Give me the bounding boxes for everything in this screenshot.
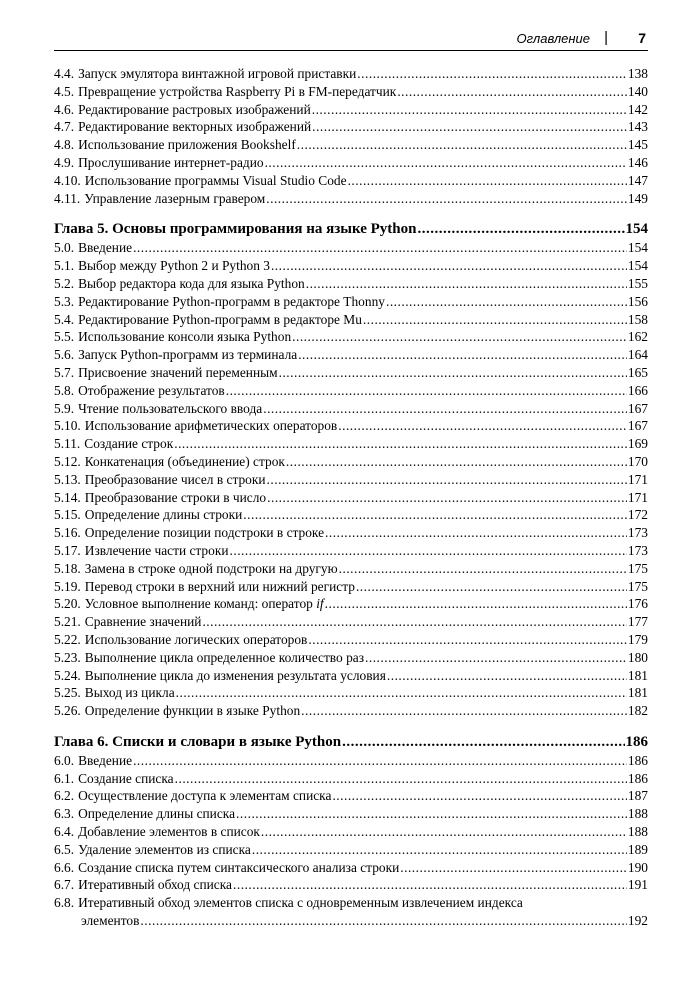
entry-number: 4.8. <box>54 137 75 153</box>
toc-entry[interactable] <box>54 876 648 894</box>
chapter-page: 154 <box>625 221 648 238</box>
table-of-contents <box>54 65 648 930</box>
entry-number: 6.0. <box>54 752 75 768</box>
entry-title: Замена в строке одной подстроки на другую <box>84 560 338 576</box>
dot-leader <box>298 346 627 364</box>
entry-number: 5.5. <box>54 329 75 345</box>
toc-entry[interactable] <box>54 770 648 788</box>
entry-page: 154 <box>627 240 648 256</box>
dot-leader <box>174 435 627 453</box>
toc-entry[interactable] <box>54 346 648 364</box>
entry-page: 169 <box>627 436 648 452</box>
toc-section-chapter4 <box>54 65 648 207</box>
toc-entry[interactable] <box>54 136 648 154</box>
toc-entry[interactable] <box>54 239 648 257</box>
toc-entry[interactable] <box>54 101 648 119</box>
entry-page: 181 <box>627 667 648 683</box>
entry-page: 143 <box>627 119 648 135</box>
entry-title: Сравнение значений <box>84 614 202 630</box>
dot-leader <box>387 667 627 685</box>
entry-page: 179 <box>627 631 648 647</box>
toc-entry[interactable] <box>54 805 648 823</box>
dot-leader <box>417 219 624 239</box>
entry-title: Присвоение значений переменным <box>78 364 278 380</box>
entry-page: 187 <box>627 788 648 804</box>
entry-title: Конкатенация (объединение) строк <box>84 453 285 469</box>
toc-entry[interactable] <box>54 275 648 293</box>
dot-leader <box>133 239 627 257</box>
toc-entry[interactable] <box>54 667 648 685</box>
dot-leader <box>266 190 627 208</box>
toc-section-chapter6 <box>54 752 648 894</box>
dot-leader <box>292 328 627 346</box>
toc-entry[interactable] <box>54 560 648 578</box>
entry-title: Создание списка путем синтаксического анализа строки <box>78 859 400 875</box>
toc-section-chapter5 <box>54 239 648 720</box>
entry-page: 164 <box>627 347 648 363</box>
entry-page: 180 <box>627 649 648 665</box>
toc-entry[interactable] <box>54 613 648 631</box>
entry-number: 5.3. <box>54 293 75 309</box>
entry-title: Определение длины списка <box>78 806 236 822</box>
entry-title: Удаление элементов из списка <box>78 841 251 857</box>
entry-page: 149 <box>627 190 648 206</box>
dot-leader <box>133 752 627 770</box>
entry-page: 182 <box>627 703 648 719</box>
dot-leader <box>332 787 626 805</box>
entry-number: 5.2. <box>54 275 75 291</box>
entry-number: 5.17. <box>54 542 81 558</box>
dot-leader <box>306 275 627 293</box>
entry-title: Итеративный обход элементов списка с одновременным извлечением индекса <box>78 895 523 911</box>
entry-number: 5.10. <box>54 418 81 434</box>
dot-leader <box>325 524 627 542</box>
entry-number: 4.5. <box>54 83 75 99</box>
entry-title: Выбор между Python 2 и Python 3 <box>78 258 270 274</box>
entry-page: 177 <box>627 614 648 630</box>
toc-entry[interactable] <box>54 578 648 596</box>
dot-leader <box>230 542 627 560</box>
dot-leader <box>397 83 627 101</box>
entry-page: 142 <box>627 101 648 117</box>
entry-page: 175 <box>627 578 648 594</box>
dot-leader <box>243 506 627 524</box>
entry-number: 5.19. <box>54 578 81 594</box>
entry-page: 188 <box>627 806 648 822</box>
entry-number: 5.4. <box>54 311 75 327</box>
entry-title: Условное выполнение команд: оператор <box>84 596 313 612</box>
running-header <box>54 28 648 51</box>
entry-title: Перевод строки в верхний или нижний регистр <box>84 578 355 594</box>
entry-title: Запуск Python-программ из терминала <box>78 347 298 363</box>
dot-leader <box>252 841 627 859</box>
dot-leader <box>308 631 627 649</box>
dot-leader <box>140 912 626 930</box>
entry-number: 5.7. <box>54 364 75 380</box>
entry-number: 5.24. <box>54 667 81 683</box>
entry-number: 4.9. <box>54 154 75 170</box>
dot-leader <box>265 154 627 172</box>
entry-title: Редактирование Python-программ в редакторе Thonny <box>78 293 385 309</box>
entry-title: Выполнение цикла до изменения результата условия <box>84 667 386 683</box>
entry-title: Осуществление доступа к элементам списка <box>78 788 332 804</box>
entry-title: Управление лазерным гравером <box>84 190 266 206</box>
entry-number: 5.12. <box>54 453 81 469</box>
dot-leader <box>400 859 627 877</box>
dot-leader <box>236 805 627 823</box>
dot-leader <box>263 400 627 418</box>
entry-page: 167 <box>627 400 648 416</box>
entry-title: Введение <box>78 240 133 256</box>
entry-page: 172 <box>627 507 648 523</box>
entry-number: 6.1. <box>54 770 75 786</box>
toc-entry[interactable] <box>54 752 648 770</box>
dot-leader <box>286 453 627 471</box>
toc-entry[interactable] <box>54 702 648 720</box>
entry-page: 175 <box>627 560 648 576</box>
entry-title: Определение функции в языке Python <box>84 703 301 719</box>
entry-number: 5.14. <box>54 489 81 505</box>
entry-number: 5.18. <box>54 560 81 576</box>
entry-title: Использование логических операторов <box>84 631 308 647</box>
entry-number: 5.15. <box>54 507 81 523</box>
toc-entry[interactable] <box>54 83 648 101</box>
entry-number: 6.3. <box>54 806 75 822</box>
entry-title: Отображение результатов <box>78 382 225 398</box>
dot-leader <box>267 489 627 507</box>
toc-entry[interactable] <box>54 190 648 208</box>
toc-entry[interactable] <box>54 859 648 877</box>
dot-leader <box>342 732 624 752</box>
dot-leader <box>279 364 627 382</box>
toc-entry[interactable] <box>54 631 648 649</box>
dot-leader <box>261 823 627 841</box>
toc-entry[interactable] <box>54 894 648 930</box>
entry-title: Введение <box>78 752 133 768</box>
entry-title: Выход из цикла <box>84 685 175 701</box>
entry-page: 186 <box>627 770 648 786</box>
entry-page: 181 <box>627 685 648 701</box>
entry-number: 5.1. <box>54 258 75 274</box>
dot-leader <box>363 311 627 329</box>
toc-entry[interactable] <box>54 649 648 667</box>
entry-number: 5.20. <box>54 596 81 612</box>
entry-number: 5.22. <box>54 631 81 647</box>
entry-title: Редактирование векторных изображений <box>78 119 312 135</box>
entry-number: 5.8. <box>54 382 75 398</box>
entry-page: 170 <box>627 453 648 469</box>
toc-entry[interactable] <box>54 172 648 190</box>
toc-entry[interactable] <box>54 506 648 524</box>
entry-title: Определение позиции подстроки в строке <box>84 525 325 541</box>
toc-entry[interactable] <box>54 311 648 329</box>
entry-page: 162 <box>627 329 648 345</box>
toc-entry[interactable] <box>54 417 648 435</box>
dot-leader <box>312 101 627 119</box>
entry-page: 173 <box>627 525 648 541</box>
entry-number: 6.2. <box>54 788 75 804</box>
chapter-title: Глава 6. Списки и словари в языке Python <box>54 733 342 750</box>
entry-number: 5.16. <box>54 525 81 541</box>
dot-leader <box>176 684 627 702</box>
header-separator: | <box>604 29 608 46</box>
entry-page: 166 <box>627 382 648 398</box>
entry-page: 171 <box>627 489 648 505</box>
header-title: Оглавление <box>516 31 590 46</box>
entry-title: Использование арифметических операторов <box>84 418 338 434</box>
entry-title: Прослушивание интернет-радио <box>78 154 264 170</box>
entry-title: Запуск эмулятора винтажной игровой приставки <box>78 66 357 81</box>
entry-page: 188 <box>627 824 648 840</box>
entry-page: 140 <box>627 83 648 99</box>
entry-title: Извлечение части строки <box>84 542 229 558</box>
entry-title: Преобразование чисел в строки <box>84 471 266 487</box>
dot-leader <box>312 118 627 136</box>
entry-number: 5.25. <box>54 685 81 701</box>
toc-entry[interactable] <box>54 293 648 311</box>
dot-leader <box>175 770 627 788</box>
dot-leader <box>365 649 627 667</box>
toc-entry[interactable] <box>54 524 648 542</box>
entry-number: 5.6. <box>54 347 75 363</box>
dot-leader <box>202 613 626 631</box>
entry-number: 5.26. <box>54 703 81 719</box>
entry-number: 4.10. <box>54 172 81 188</box>
dot-leader <box>348 172 627 190</box>
dot-leader <box>233 876 627 894</box>
entry-title: Редактирование растровых изображений <box>78 101 311 117</box>
entry-title: Выбор редактора кода для языка Python <box>78 275 305 291</box>
chapter-heading-6[interactable] <box>54 732 648 752</box>
dot-leader <box>339 560 627 578</box>
entry-page: 145 <box>627 137 648 153</box>
toc-entry[interactable] <box>54 841 648 859</box>
entry-number: 6.4. <box>54 824 75 840</box>
toc-entry[interactable] <box>54 453 648 471</box>
entry-number: 5.11. <box>54 436 81 452</box>
entry-page: 192 <box>627 913 648 929</box>
entry-title: Создание списка <box>78 770 174 786</box>
entry-title: Создание строк <box>84 436 174 452</box>
chapter-title: Глава 5. Основы программирования на языке Python <box>54 221 417 238</box>
dot-leader <box>271 257 627 275</box>
entry-title: Определение длины строки <box>84 507 243 523</box>
entry-title: Редактирование Python-программ в редакторе Mu <box>78 311 362 327</box>
dot-leader <box>226 382 627 400</box>
entry-number: 5.23. <box>54 649 81 665</box>
entry-title: Добавление элементов в список <box>78 824 260 840</box>
entry-page: 186 <box>627 752 648 768</box>
entry-page: 173 <box>627 542 648 558</box>
toc-entry[interactable] <box>54 364 648 382</box>
entry-page: 155 <box>627 275 648 291</box>
toc-entry[interactable] <box>54 65 648 83</box>
chapter-page: 186 <box>625 733 648 750</box>
entry-page: 191 <box>627 877 648 893</box>
toc-entry[interactable] <box>54 787 648 805</box>
toc-entry[interactable] <box>54 257 648 275</box>
entry-page: 158 <box>627 311 648 327</box>
entry-page: 146 <box>627 154 648 170</box>
entry-number: 6.7. <box>54 877 75 893</box>
entry-title: Превращение устройства Raspberry Pi в FM-передатчик <box>78 83 397 99</box>
entry-page: 190 <box>627 859 648 875</box>
toc-entry[interactable] <box>54 684 648 702</box>
entry-number: 5.9. <box>54 400 75 416</box>
entry-title: Использование приложения Bookshelf <box>78 137 296 153</box>
entry-page: 189 <box>627 841 648 857</box>
entry-page: 156 <box>627 293 648 309</box>
dot-leader <box>325 595 627 613</box>
entry-page: 176 <box>627 596 648 612</box>
entry-number: 4.11. <box>54 190 81 206</box>
toc-entry[interactable] <box>54 435 648 453</box>
entry-page: 147 <box>627 172 648 188</box>
entry-title: Преобразование строки в число <box>84 489 267 505</box>
entry-page: 154 <box>627 258 648 274</box>
toc-entry[interactable] <box>54 595 648 613</box>
toc-entry[interactable] <box>54 542 648 560</box>
entry-number: 5.0. <box>54 240 75 256</box>
entry-number: 6.5. <box>54 841 75 857</box>
entry-number: 6.6. <box>54 859 75 875</box>
entry-title: Использование консоли языка Python <box>78 329 292 345</box>
entry-title-continued: элементов <box>81 913 140 929</box>
entry-title-italic: if <box>316 596 324 612</box>
dot-leader <box>297 136 627 154</box>
dot-leader <box>386 293 627 311</box>
dot-leader <box>301 702 627 720</box>
entry-number: 4.6. <box>54 101 75 117</box>
entry-title: Чтение пользовательского ввода <box>78 400 263 416</box>
dot-leader <box>356 578 627 596</box>
toc-entry[interactable] <box>54 489 648 507</box>
entry-page: 171 <box>627 471 648 487</box>
entry-title: Итеративный обход списка <box>78 877 232 893</box>
entry-title: Выполнение цикла определенное количество раз <box>84 649 365 665</box>
toc-entry[interactable] <box>54 823 648 841</box>
dot-leader <box>357 65 627 83</box>
toc-entry[interactable] <box>54 118 648 136</box>
toc-entry[interactable] <box>54 400 648 418</box>
dot-leader <box>267 471 627 489</box>
dot-leader <box>338 417 627 435</box>
entry-title: Использование программы Visual Studio Code <box>84 172 347 188</box>
entry-number: 4.4. <box>54 66 75 81</box>
entry-page: 167 <box>627 418 648 434</box>
entry-number: 6.8. <box>54 895 75 911</box>
entry-number: 5.21. <box>54 614 81 630</box>
entry-page: 138 <box>627 66 648 81</box>
toc-entry[interactable] <box>54 471 648 489</box>
toc-entry[interactable] <box>54 328 648 346</box>
entry-number: 5.13. <box>54 471 81 487</box>
toc-entry[interactable] <box>54 382 648 400</box>
entry-page: 165 <box>627 364 648 380</box>
toc-entry[interactable] <box>54 154 648 172</box>
entry-number: 4.7. <box>54 119 75 135</box>
header-page-number: 7 <box>638 30 646 46</box>
chapter-heading-5[interactable] <box>54 219 648 239</box>
